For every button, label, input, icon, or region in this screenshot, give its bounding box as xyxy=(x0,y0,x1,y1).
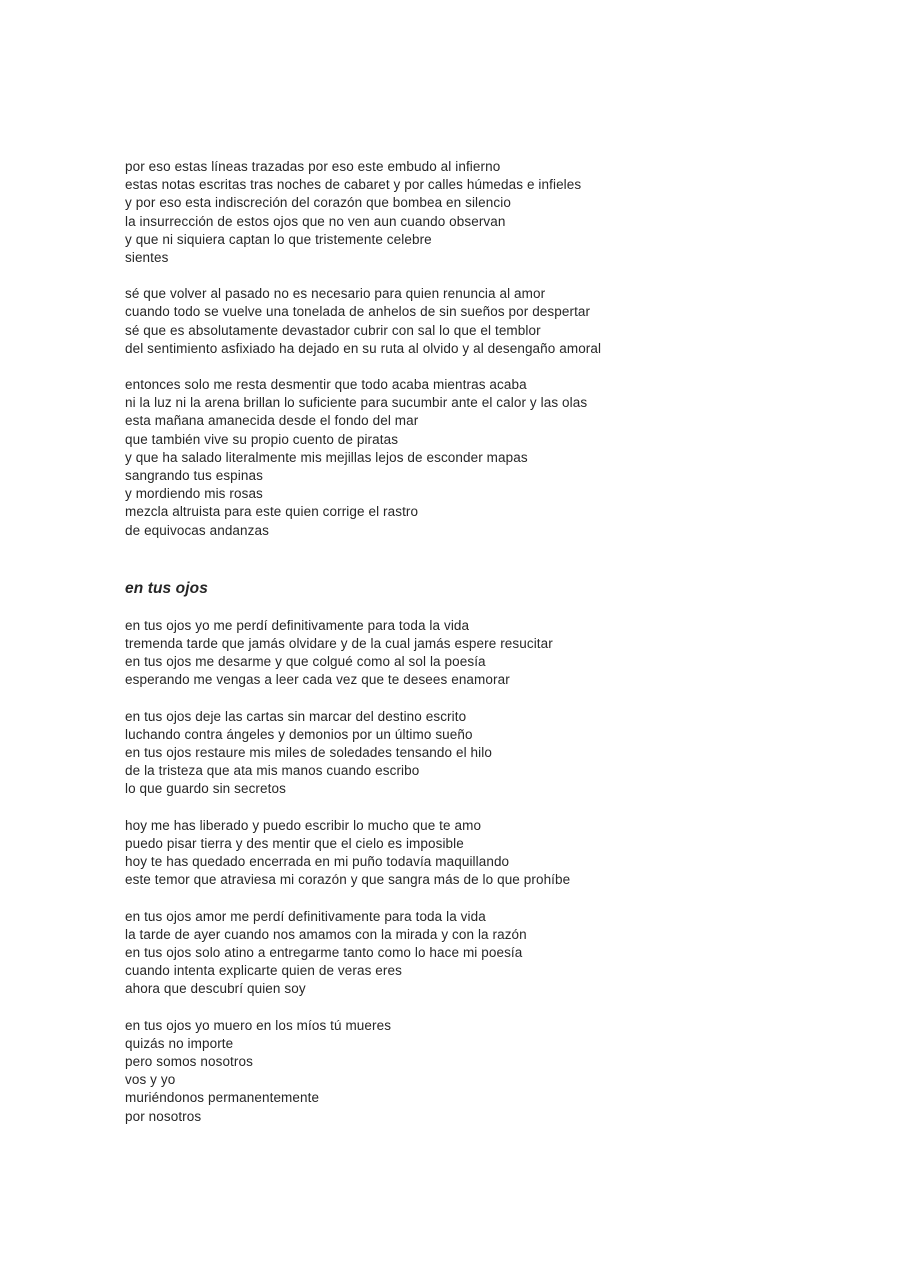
poem-line: y que ni siquiera captan lo que tristemente celebre xyxy=(125,231,432,247)
poem-line: sé que volver al pasado no es necesario para quien renuncia al amor xyxy=(125,286,546,302)
poem-line: de equivocas andanzas xyxy=(125,522,269,538)
stanza xyxy=(125,376,845,540)
poem-line: puedo pisar tierra y des mentir que el cielo es imposible xyxy=(125,835,464,851)
poem-line: ni la luz ni la arena brillan lo suficiente para sucumbir ante el calor y las olas xyxy=(125,395,588,411)
poem-line: por nosotros xyxy=(125,1108,202,1124)
poem-line: luchando contra ángeles y demonios por un último sueño xyxy=(125,726,473,742)
poem-line: mezcla altruista para este quien corrige el rastro xyxy=(125,504,419,520)
poem-line: esta mañana amanecida desde el fondo del mar xyxy=(125,413,419,429)
poem-line: sangrando tus espinas xyxy=(125,468,263,484)
poem-line: que también vive su propio cuento de piratas xyxy=(125,431,399,447)
poem-line: este temor que atraviesa mi corazón y que sangra más de lo que prohíbe xyxy=(125,872,571,888)
poem-line: la tarde de ayer cuando nos amamos con la mirada y con la razón xyxy=(125,926,527,942)
poem-line: sé que es absolutamente devastador cubrir con sal lo que el temblor xyxy=(125,322,541,338)
poem-line: quizás no importe xyxy=(125,1035,234,1051)
poem-line: del sentimiento asfixiado ha dejado en su ruta al olvido y al desengaño amoral xyxy=(125,340,602,356)
poem-line: de la tristeza que ata mis manos cuando escribo xyxy=(125,763,420,779)
poem-line: vos y yo xyxy=(125,1072,176,1088)
poem-line: sientes xyxy=(125,250,169,266)
stanza xyxy=(125,617,845,690)
stanza xyxy=(125,1017,845,1126)
poem-line: pero somos nosotros xyxy=(125,1053,253,1069)
poem-line: hoy te has quedado encerrada en mi puño todavía maquillando xyxy=(125,854,510,870)
poem-line: muriéndonos permanentemente xyxy=(125,1090,320,1106)
poem-line: lo que guardo sin secretos xyxy=(125,781,286,797)
stanza xyxy=(125,817,845,890)
poem-line: tremenda tarde que jamás olvidare y de la cual jamás espere resucitar xyxy=(125,636,553,652)
poem-line: entonces solo me resta desmentir que todo acaba mientras acaba xyxy=(125,377,527,393)
stanza xyxy=(125,285,845,358)
poem-line: y mordiendo mis rosas xyxy=(125,486,263,502)
stanza xyxy=(125,708,845,799)
poem-line: hoy me has liberado y puedo escribir lo mucho que te amo xyxy=(125,817,482,833)
poem-line: en tus ojos amor me perdí definitivamente para toda la vida xyxy=(125,908,486,924)
poem-line: cuando intenta explicarte quien de veras eres xyxy=(125,963,402,979)
poem-line: cuando todo se vuelve una tonelada de anhelos de sin sueños por despertar xyxy=(125,304,591,320)
poem-line: en tus ojos restaure mis miles de soledades tensando el hilo xyxy=(125,745,492,761)
poem-line: estas notas escritas tras noches de cabaret y por calles húmedas e infieles xyxy=(125,177,582,193)
poem-line: esperando me vengas a leer cada vez que te desees enamorar xyxy=(125,672,510,688)
poem-line: en tus ojos solo atino a entregarme tanto como lo hace mi poesía xyxy=(125,944,523,960)
poem-line: ahora que descubrí quien soy xyxy=(125,981,306,997)
poem-line: en tus ojos yo muero en los míos tú mueres xyxy=(125,1017,392,1033)
stanza xyxy=(125,158,845,267)
stanza xyxy=(125,908,845,999)
poem-line: en tus ojos yo me perdí definitivamente para toda la vida xyxy=(125,617,470,633)
poem-section-heading: en tus ojos xyxy=(125,579,208,597)
poem-line: y que ha salado literalmente mis mejillas lejos de esconder mapas xyxy=(125,449,528,465)
poem-line: por eso estas líneas trazadas por eso este embudo al infierno xyxy=(125,159,501,174)
poem-line: en tus ojos deje las cartas sin marcar del destino escrito xyxy=(125,708,467,724)
poem-line: la insurrección de estos ojos que no ven aun cuando observan xyxy=(125,213,506,229)
poem-line: y por eso esta indiscreción del corazón que bombea en silencio xyxy=(125,195,511,211)
poem-line: en tus ojos me desarme y que colgué como al sol la poesía xyxy=(125,654,486,670)
poem-body xyxy=(125,158,845,1144)
